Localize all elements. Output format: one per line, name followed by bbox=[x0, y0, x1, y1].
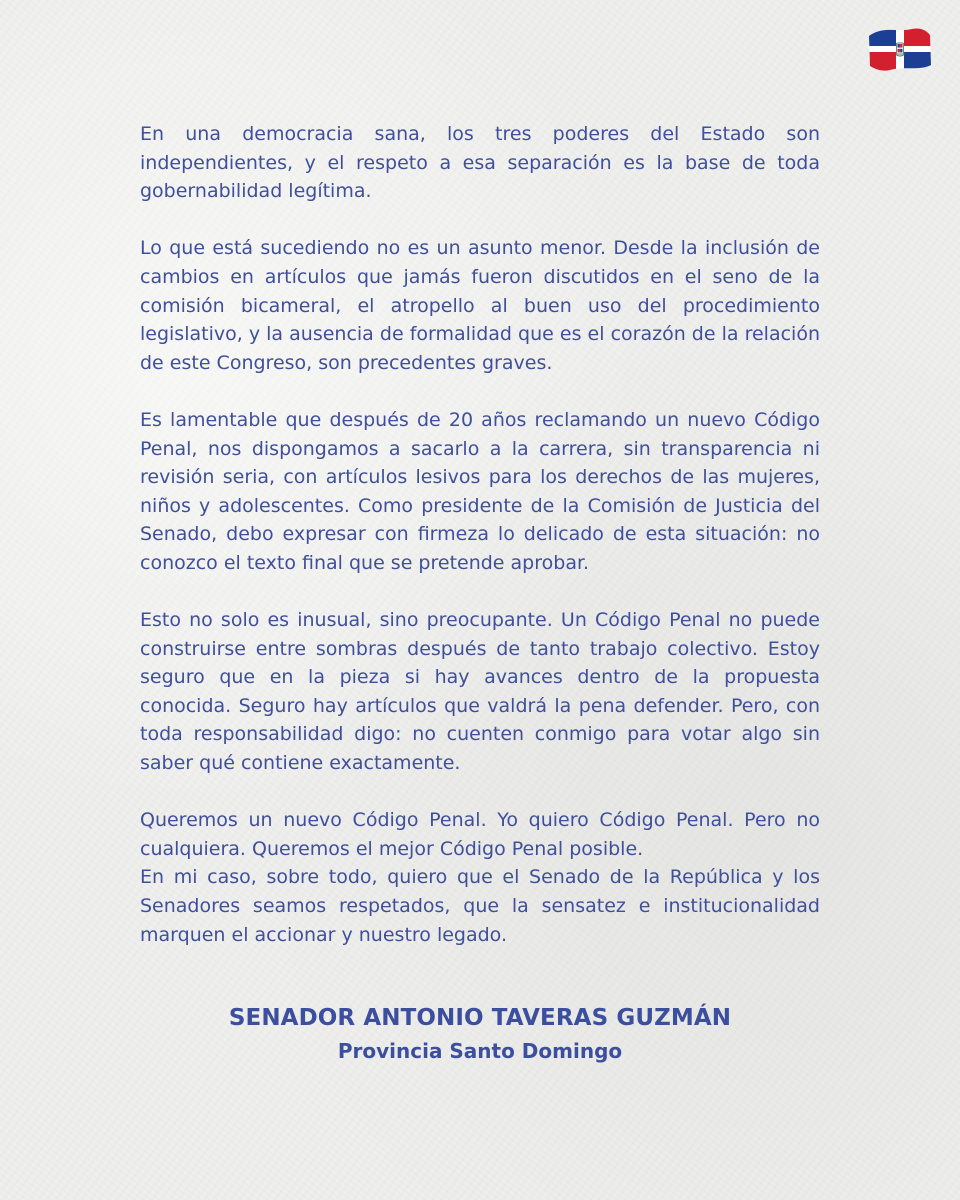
paragraph-1 bbox=[140, 120, 820, 206]
paragraph-4 bbox=[140, 606, 820, 778]
paragraph-line: En una democracia sana, los tres poderes del Estado son independientes, y el respeto a esa separación es la base de toda gobernabilidad legítima. bbox=[140, 123, 820, 203]
dominican-republic-flag-icon bbox=[866, 26, 934, 72]
signature-block bbox=[0, 1002, 960, 1068]
paragraph-line: En mi caso, sobre todo, quiero que el Senado de la República y los Senadores seamos respetados, que la sensatez e institucionalidad marquen el accionar y nuestro legado. bbox=[140, 866, 820, 946]
paragraph-5 bbox=[140, 806, 820, 949]
paragraph-line: Es lamentable que después de 20 años reclamando un nuevo Código Penal, nos dispongamos a sacarlo a la carrera, sin transparencia ni revisión seria, con artículos lesivos para los derechos de las mujeres, niños y adolescentes. Como presidente de la Comisión de Justicia del Senado, debo expresar con firmeza lo delicado de esta situación: no conozco el texto final que se pretende aprobar. bbox=[140, 408, 820, 574]
paragraph-line: Esto no solo es inusual, sino preocupante. Un Código Penal no puede construirse entre sombras después de tanto trabajo colectivo. Estoy seguro que en la pieza si hay avances dentro de la propuesta conocida. Seguro hay artículos que valdrá la pena defender. Pero, con toda responsabilidad digo: no cuenten conmigo para votar algo sin saber qué contiene exactamente. bbox=[140, 609, 820, 775]
signature-name: SENADOR ANTONIO TAVERAS GUZMÁN bbox=[228, 1005, 732, 1031]
paragraph-line: Queremos un nuevo Código Penal. Yo quiero Código Penal. Pero no cualquiera. Queremos el mejor Código Penal posible. bbox=[140, 809, 820, 860]
paragraph-2 bbox=[140, 234, 820, 377]
paragraph-3 bbox=[140, 406, 820, 578]
paragraph-line: Lo que está sucediendo no es un asunto menor. Desde la inclusión de cambios en artículos que jamás fueron discutidos en el seno de la comisión bicameral, el atropello al buen uso del procedimiento legislativo, y la ausencia de formalidad que es el corazón de la relación de este Congreso, son precedentes graves. bbox=[140, 237, 820, 374]
letter-body bbox=[140, 120, 820, 978]
signature-province: Provincia Santo Domingo bbox=[337, 1039, 623, 1063]
